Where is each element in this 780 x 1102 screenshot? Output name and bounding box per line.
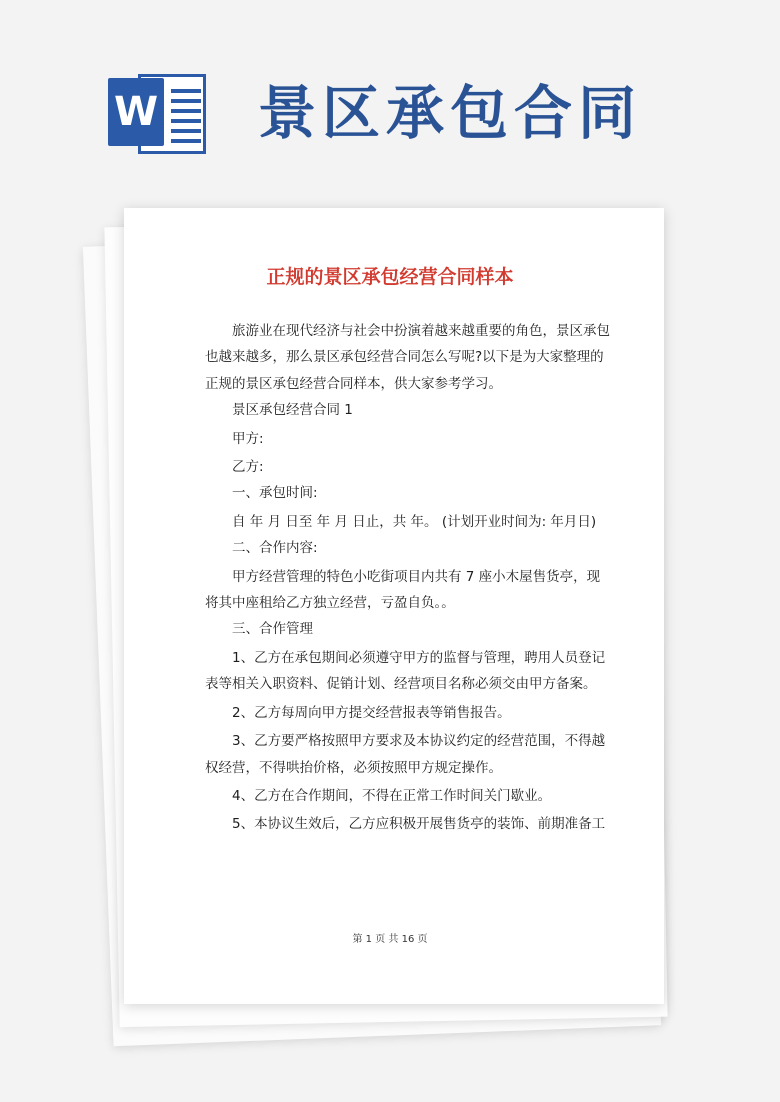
word-icon-line — [171, 139, 201, 143]
word-icon-line — [171, 129, 201, 133]
document-body — [205, 318, 611, 838]
paragraph-intro: 旅游业在现代经济与社会中扮演着越来越重要的角色，景区承包也越来越多，那么景区承包经营合同怎么写呢?以下是为大家整理的正规的景区承包经营合同样本，供大家参考学习。 — [205, 323, 610, 392]
paragraph-section-3: 三、合作管理 — [232, 621, 313, 638]
document-title: 正规的景区承包经营合同样本 — [266, 266, 514, 288]
paragraph-party-b: 乙方: — [232, 459, 264, 476]
paragraph-item-3: 3、乙方要严格按照甲方要求及本协议约定的经营范围，不得越权经营，不得哄抬价格，必须按照甲方规定操作。 — [205, 733, 606, 776]
page-title: 景区承包合同 — [258, 79, 643, 147]
word-icon — [108, 72, 208, 154]
word-icon-line — [171, 119, 201, 123]
paragraph-contract-name: 景区承包经营合同 1 — [232, 402, 353, 419]
header — [0, 0, 780, 190]
paragraph-item-1: 1、乙方在承包期间必须遵守甲方的监督与管理，聘用人员登记表等相关入职资料、促销计划、经营项目名称必须交由甲方备案。 — [205, 649, 606, 693]
paragraph-content: 甲方经营管理的特色小吃街项目内共有 7 座小木屋售货亭，现将其中座租给乙方独立经营，亏盈自负。。 — [205, 568, 601, 612]
paragraph-item-2: 2、乙方每周向甲方提交经营报表等销售报告。 — [232, 704, 511, 721]
paragraph-item-4: 4、乙方在合作期间，不得在正常工作时间关门歇业。 — [232, 787, 552, 804]
paragraph-term: 自 年 月 日至 年 月 日止，共 年。 (计划开业时间为: 年月日) — [232, 513, 597, 530]
paragraph-section-2: 二、合作内容: — [232, 540, 318, 557]
paragraph-section-1: 一、承包时间: — [232, 485, 318, 502]
paragraph-party-a: 甲方: — [232, 430, 264, 447]
word-icon-line — [171, 109, 201, 113]
word-icon-line — [171, 99, 201, 103]
word-icon-letter: W — [108, 78, 164, 146]
paragraph-item-5: 5、本协议生效后，乙方应积极开展售货亭的装饰、前期准备工 — [232, 816, 606, 833]
word-icon-line — [171, 89, 201, 93]
page-number: 第 1 页 共 16 页 — [352, 934, 428, 945]
